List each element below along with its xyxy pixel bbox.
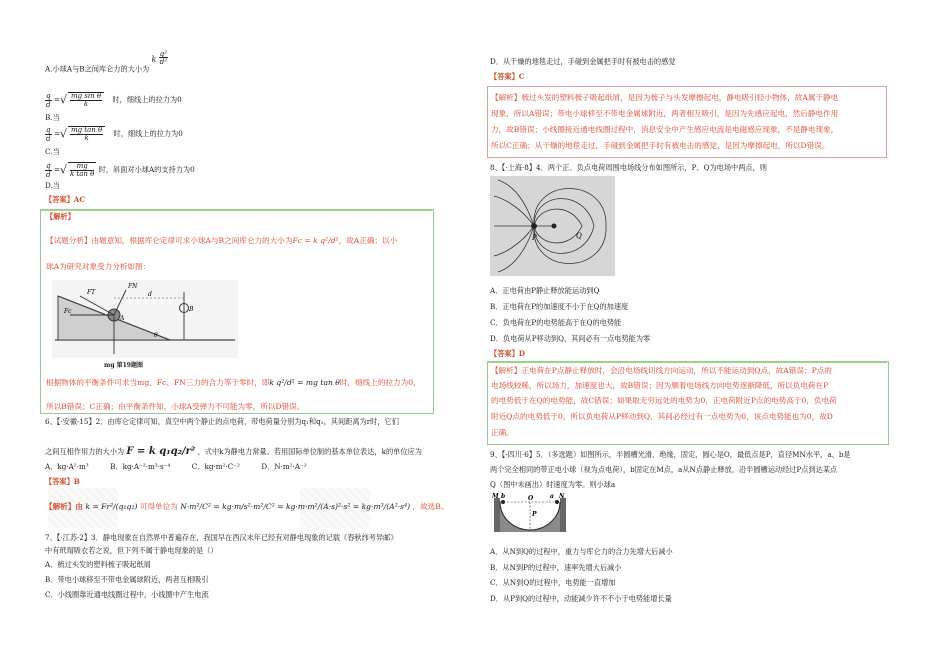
label-fn: FN: [128, 283, 138, 290]
jiexi-8-line1: 【解析】正电荷在P点静止释放时，会沿电场线切线方向运动，所以不能运动到Q点，故A错误；P点的: [491, 366, 832, 375]
jiexi-7-line3: 力，故B错误；小线圈接近通电线圈过程中，消息安全中产生感应电流是电磁感应现象，不是静电现象，: [491, 125, 839, 134]
q9-option-d: D．从P到Q的过程中，动能减少许不不小于电势能增长量: [490, 594, 672, 603]
q8-option-b: B．正电荷在P的加速度不小于在Q的加速度: [490, 302, 629, 311]
divider: [487, 361, 887, 363]
q7-option-a: A．梳过头发的塑料梳子吸起纸屑: [45, 560, 151, 569]
q9-line3: Q（图中未画出）时速度为零。则小球a: [490, 480, 616, 489]
q7-option-c: C．小线圈靠近通电线圈过程中，小线圈中产生电流: [45, 590, 209, 599]
q6-line1: 6、【·安徽·15】2．由库仑定律可知，真空中两个静止的点电荷，带电荷量分别为q₁和q₂，其间距离为r时，它们: [45, 417, 399, 426]
q8-option-d: D．负电荷从P移动到Q，其间必有一点电势能为零: [490, 334, 651, 343]
analysis-5-line2: 球A为研究对象受力分析如图：: [46, 262, 151, 271]
label-a: a: [550, 493, 554, 500]
label-b: b: [501, 493, 506, 500]
q5-option-d-label: D.当: [45, 181, 60, 190]
q6-line2: 之间互相作用力的大小为 F = k q₁q₂/r² ，式中k为静电力常量。若用国际单位制的基本单位表达，k的单位应为: [45, 446, 422, 457]
q9-line1: 9、【·四川·6】5．（多选题）如图所示，半圆槽光滑、绝缘，固定，圆心是O，最低点是P，直径MN水平，a、b是: [490, 450, 851, 459]
q5-option-a: A.小球A与B之间库仑力的大小为 k $\frac{\text{q²}}{\text{d²}}$: [45, 49, 168, 74]
positive-charge: [531, 223, 537, 229]
divider: [40, 209, 432, 211]
analysis-5-line4: 所以B错误；C正确；由平衡条件知，小球A受弹力不可能为零，所以D错误。: [46, 402, 305, 411]
jiexi-8-line5: 正确。: [491, 428, 514, 437]
label-m: M: [492, 493, 499, 500]
jiexi-8-line3: 的电势低于在Q的电势能，故C错误；如果取无穷远处的电势为0，正电荷附近P点的电势高于0，负电荷: [491, 396, 837, 405]
q5-option-b: $\frac{q}{d}$ =√ $\frac{\text{mg sin θ}}{k}$ 时，细线上的拉力为0: [46, 91, 182, 109]
force-diagram-fig19: [50, 278, 240, 360]
q6-options: A．kg·A²·m³ B．kg·A⁻²·m³·s⁻⁴ C．kg·m²·C⁻² D．N·m²·A⁻²: [45, 462, 307, 471]
semicircle-groove-figure: [492, 492, 568, 538]
analysis-5-line1: 【试题分析】由题意知，根据库仑定律可求小球A与B之间库仑力的大小为Fc = k q²/d²，故A正确；以小: [46, 236, 398, 245]
q7-line1: 7、【·江苏·2】3．静电现象在自然界中普遍存在，我国早在西汉末年已经有对静电现象的记载《春秋纬考异邮》: [45, 533, 398, 542]
q9-line2: 两个完全相同的带正电小球（视为点电荷），b固定在M点，a从N点静止释放，沿半圆槽运动经过P点到达某点: [490, 465, 838, 474]
q7-line2: 中有玳瑁吸衣若之说，但下列不属于静电现象的是（）: [45, 546, 218, 555]
jiexi-7-line1: 【解析】梳过头发的塑料梳子吸起纸屑，是因为梳子与头发摩擦起电，静电吸引轻小物体，故A属于静电: [491, 93, 839, 102]
answer-6: 【答案】B: [45, 477, 80, 486]
q9-option-c: C．从N到Q的过程中，电势能一直增加: [490, 578, 616, 587]
q5-option-c-label: C.当: [45, 147, 60, 156]
label-b: B: [189, 306, 194, 313]
label-n: N: [559, 493, 565, 500]
label-d: d: [148, 291, 152, 298]
analysis-5-line3: 根据物体的平衡条件可求当mg、Fc、FN三力的合力等于零时，即k q²/d² = mg tan θ时，细线上的拉力为0，: [46, 378, 421, 387]
q9-option-a: A．从N到Q的过程中，重力与库仑力的合力先增大后减小: [490, 547, 673, 556]
q9-option-b: B．从N到P的过程中，速率先增大后减小: [490, 563, 622, 572]
label-o: O: [528, 495, 534, 502]
negative-charge: [552, 224, 557, 229]
point-q-label: Q: [576, 232, 582, 240]
q8-option-c: C．负电荷在P的电势能高于在Q的电势能: [490, 318, 622, 327]
answer-5: 【答案】AC: [45, 195, 86, 204]
jiexi-6: 【解析】由 k = Fr²/(q₁q₂) 可得单位为 N·m²/C² = kg·m/s²·m²/C² = kg·m·m²/(A·s)²·s² = kg·m³/(A²·s⁴) ，故选B。: [45, 502, 449, 511]
label-p: P: [532, 511, 537, 518]
q5-option-c: $\frac{q}{d}$ =√ $\frac{\text{mg tan θ}}{k}$ 时，细线上的拉力为0: [46, 125, 183, 143]
q5-option-b-label: B.当: [45, 113, 60, 122]
label-fc: Fc: [64, 308, 72, 315]
electric-field-figure: [490, 176, 615, 276]
answer-7: 【答案】C: [490, 72, 525, 81]
jiexi-label-5: 【解析】: [46, 212, 75, 221]
point-p-label: P: [532, 234, 537, 242]
answer-8: 【答案】D: [490, 349, 525, 358]
q5-option-d: $\frac{q}{d}$ =√ $\frac{mg}{\text{k tan θ}}$ 时，斜面对小球A的支持力为0: [46, 161, 195, 179]
jiexi-8-line4: 附近Q点的电势低于0，所以负电荷从P移动到Q，其间必经过有一点电势为0，该点电势能也为0，故D: [491, 412, 833, 421]
label-ft: FT: [87, 289, 96, 296]
q7-option-b: B．带电小球移至不带电金属球附近，两者互相吸引: [45, 575, 209, 584]
label-theta: θ: [154, 332, 158, 339]
jiexi-7-line2: 现象，所以A错误；带电小球移至不带电金属球附近，两者相互吸引，是因为先感应起电，然后静电作用: [491, 109, 839, 118]
label-a: A: [120, 315, 125, 322]
jiexi-8-line2: 电场线较稀，所以场力，加速度也大，故B错误；因为顺着电场线方向电势逐渐降低，所以负电荷在P: [491, 381, 829, 390]
q7-option-d: D．从干燥的地毯走过，手碰到金属把手时有被电击的感觉: [490, 57, 676, 66]
q8-line: 8、【·上海·8】4．两个正、负点电荷周围电场线分布如图所示，P、Q为电场中两点，则: [490, 163, 767, 172]
jiexi-7-line4: 所以C正确；从干燥的地毯走过，手碰到金属把手时有被电击的感觉，是因为摩擦起电，所以D错误。: [491, 141, 830, 150]
q8-option-a: A．正电荷由P静止释放能运动到Q: [490, 286, 600, 295]
fig19-caption: mg 第19题图: [104, 362, 143, 369]
